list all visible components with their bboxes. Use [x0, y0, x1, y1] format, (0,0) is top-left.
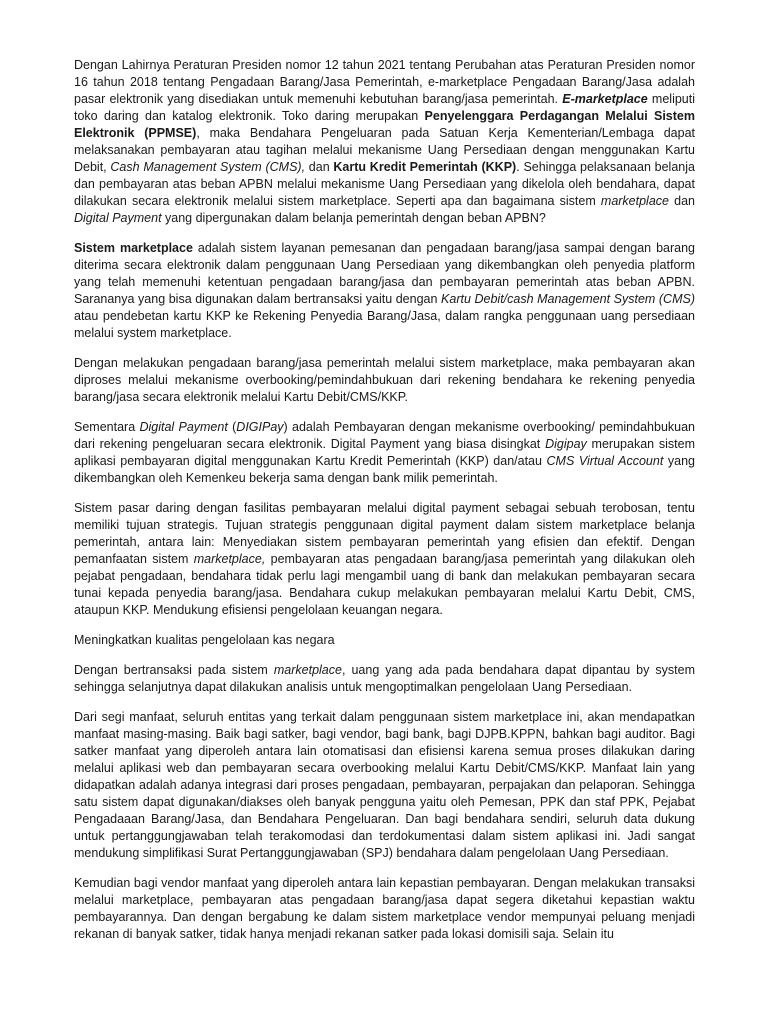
text-run: marketplace, [193, 552, 266, 566]
text-run: pembayaran atas pengadaan barang/jasa pemerintah yang dilakukan oleh pejabat pengadaan, bendahara tidak perlu lagi mengambil uang di bank dan melakukan pembayaran secara tunai kepada penyedia barang/jasa. Bendahara cukup melakukan pembayaran melalui Kartu Debit, CMS, ataupun KKP. Mendukung efisiensi pengelolaan keuangan negara. [74, 552, 695, 617]
section-heading [74, 632, 695, 649]
paragraph-1 [74, 57, 695, 227]
text-run: CMS Virtual Account [546, 454, 664, 468]
text-run: dan [305, 160, 334, 174]
text-run: Kartu Debit/cash Management System (CMS) [441, 292, 695, 306]
text-run: ( [227, 420, 237, 434]
text-run: E-marketplace [562, 92, 648, 106]
text-run: DIGIPay [236, 420, 284, 434]
paragraph-3 [74, 355, 695, 406]
text-run: yang dipergunakan dalam belanja pemerintah dengan beban APBN? [161, 211, 546, 225]
paragraph-4 [74, 419, 695, 487]
paragraph-2 [74, 240, 695, 342]
text-run: Digipay [545, 437, 587, 451]
paragraph-5 [74, 500, 695, 619]
text-run: . Sehingga pelaksanaan belanja dan pembayaran atas beban APBN melalui mekanisme Uang Persediaan yang dikelola oleh bendahara, dapat dilakukan secara elektronik melalui sistem marketplace. Seperti apa dan bagaimana sistem [74, 160, 695, 208]
text-run: Sistem marketplace [74, 241, 193, 255]
text-run: marketplace [273, 663, 342, 677]
paragraph-6 [74, 662, 695, 696]
text-run: ) adalah Pembayaran dengan mekanisme overbooking/ pemindahbukuan dari rekening pengeluaran secara elektronik. Digital Payment yang biasa disingkat [74, 420, 696, 451]
text-run: Digital Payment [74, 211, 162, 225]
text-run: Sementara [74, 420, 140, 434]
text-run: yang dikembangkan oleh Kemenkeu bekerja sama dengan bank milik pemerintah. [74, 454, 695, 485]
text-run: , uang yang ada pada bendahara dapat dipantau by system sehingga selanjutnya dapat dilakukan analisis untuk mengoptimalkan pengelolaan Uang Persediaan. [74, 663, 695, 694]
text-run: Dengan Lahirnya Peraturan Presiden nomor 12 tahun 2021 tentang Perubahan atas Peraturan Presiden nomor 16 tahun 2018 tentang Pengadaan Barang/Jasa Pemerintah, e-marketplace Pengadaan Barang/Jasa adalah pasar elektronik yang disediakan untuk memenuhi kebutuhan barang/jasa pemerintah. [74, 58, 695, 106]
text-run: Dengan melakukan pengadaan barang/jasa pemerintah melalui sistem marketplace, maka pembayaran akan diproses melalui mekanisme overbooking/pemindahbukuan dari rekening bendahara ke rekening penyedia barang/jasa secara elektronik melalui Kartu Debit/CMS/KKP. [74, 356, 695, 404]
text-run: Dari segi manfaat, seluruh entitas yang terkait dalam penggunaan sistem marketplace ini, akan mendapatkan manfaat masing-masing. Baik bagi satker, bagi vendor, bagi bank, bagi DJPB.KPPN, bahkan bagi auditor. Bagi satker manfaat yang diperoleh antara lain otomatisasi dan efisiensi karena semua proses dilakukan daring melalui aplikasi web dan pembayaran secara overbooking melalui Kartu Debit/CMS/KKP. Manfaat lain yang didapatkan adalah adanya integrasi dari proses pengadaan, pembayaran, perpajakan dan pelaporan. Sehingga satu sistem dapat digunakan/diakses oleh banyak pengguna yaitu oleh Pemesan, PPK dan staf PPK, Pejabat Pengadaaan Barang/Jasa, dan Bendahara Pengeluaran. Dan bagi bendahara sendiri, seluruh data dukung untuk pertanggungjawaban telah terakomodasi dan terdokumentasi dalam sistem aplikasi ini. Jadi sangat mendukung simplifikasi Surat Pertanggungjawaban (SPJ) bendahara dalam pengelolaan Uang Persediaan. [74, 710, 695, 860]
text-run: , maka Bendahara Pengeluaran pada Satuan Kerja Kementerian/Lembaga dapat melaksanakan pembayaran atau tagihan melalui mekanisme Uang Persediaan dengan menggunakan Kartu Debit, [74, 126, 695, 174]
text-run: Penyelenggara Perdagangan Melalui Sistem Elektronik (PPMSE) [74, 109, 695, 140]
text-run: dan [669, 194, 695, 208]
text-run: Kemudian bagi vendor manfaat yang diperoleh antara lain kepastian pembayaran. Dengan melakukan transaksi melalui marketplace, pembayaran atas pengadaan barang/jasa dapat segera diketahui kepastian waktu pembayarannya. Dan dengan bergabung ke dalam sistem marketplace vendor mempunyai peluang menjadi rekanan di banyak satker, tidak hanya menjadi rekanan satker pada lokasi domisili saja. Selain itu [74, 876, 695, 941]
text-run: meliputi toko daring dan katalog elektronik. Toko daring merupakan [74, 92, 696, 123]
text-run: Digital Payment [139, 420, 228, 434]
text-run: marketplace [600, 194, 669, 208]
text-run: Cash Management System (CMS), [110, 160, 306, 174]
paragraph-8 [74, 875, 695, 943]
text-run: Dengan bertransaksi pada sistem [74, 663, 274, 677]
text-run: Meningkatkan kualitas pengelolaan kas negara [74, 633, 335, 647]
text-run: adalah sistem layanan pemesanan dan pengadaan barang/jasa sampai dengan barang diterima secara elektronik dalam penggunaan Uang Persediaan yang dikembangkan oleh penyedia platform yang telah memenuhi ketentuan pengadaan barang/jasa dan pembayaran pemerintah atas beban APBN. Sarananya yang bisa digunakan dalam bertransaksi yaitu dengan [74, 241, 695, 306]
text-run: Sistem pasar daring dengan fasilitas pembayaran melalui digital payment sebagai sebuah terobosan, tentu memiliki tujuan strategis. Tujuan strategis penggunaan digital payment dalam sistem marketplace belanja pemerintah, antara lain: Menyediakan sistem pembayaran pemerintah yang efisien dan efektif. Dengan pemanfaatan sistem [74, 501, 695, 566]
paragraph-7 [74, 709, 695, 862]
text-run: merupakan sistem aplikasi pembayaran digital menggunakan Kartu Kredit Pemerintah (KKP) dan/atau [74, 437, 695, 468]
text-run: atau pendebetan kartu KKP ke Rekening Penyedia Barang/Jasa, dalam rangka penggunaan uang persediaan melalui system marketplace. [74, 309, 695, 340]
text-run: Kartu Kredit Pemerintah (KKP) [333, 160, 517, 174]
